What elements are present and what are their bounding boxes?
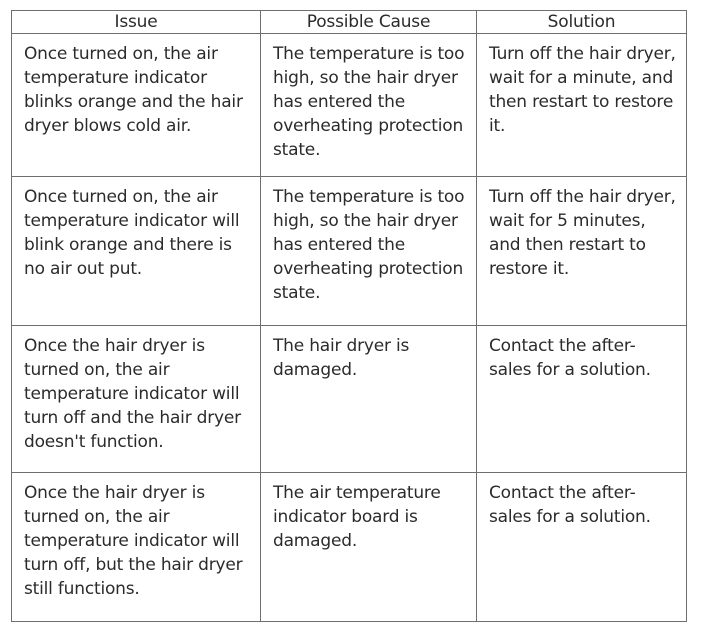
issue-text: Once turned on, the air temperature indicator blinks orange and the hair dryer blows cold air. xyxy=(24,44,243,136)
header-solution: Solution xyxy=(477,11,687,34)
table-row xyxy=(12,326,687,473)
solution-text: Contact the after-sales for a solution. xyxy=(489,336,651,380)
table-row xyxy=(12,473,687,622)
solution-cell xyxy=(477,473,687,622)
issue-cell xyxy=(12,473,261,622)
solution-text: Contact the after-sales for a solution. xyxy=(489,483,651,527)
cause-cell xyxy=(261,326,477,473)
solution-text: Turn off the hair dryer, wait for a minute, and then restart to restore it. xyxy=(489,44,676,136)
solution-cell xyxy=(477,34,687,177)
cause-cell xyxy=(261,34,477,177)
solution-text: Turn off the hair dryer, wait for 5 minutes, and then restart to restore it. xyxy=(489,187,676,279)
cause-text: The hair dryer is damaged. xyxy=(273,336,410,380)
troubleshooting-table xyxy=(11,10,687,622)
cause-text: The air temperature indicator board is damaged. xyxy=(273,483,441,551)
issue-text: Once turned on, the air temperature indicator will blink orange and there is no air out put. xyxy=(24,187,240,279)
cause-cell xyxy=(261,177,477,326)
issue-cell xyxy=(12,34,261,177)
cause-text: The temperature is too high, so the hair dryer has entered the overheating protection state. xyxy=(273,187,465,303)
issue-text: Once the hair dryer is turned on, the air temperature indicator will turn off, but the hair dryer still functions. xyxy=(24,483,243,599)
troubleshooting-table-container xyxy=(11,10,686,622)
header-possible-cause: Possible Cause xyxy=(261,11,477,34)
table-header-row xyxy=(12,11,687,34)
solution-cell xyxy=(477,177,687,326)
issue-text: Once the hair dryer is turned on, the air temperature indicator will turn off and the hair dryer doesn't function. xyxy=(24,336,241,452)
cause-cell xyxy=(261,473,477,622)
solution-cell xyxy=(477,326,687,473)
header-issue: Issue xyxy=(12,11,261,34)
issue-cell xyxy=(12,177,261,326)
table-row xyxy=(12,34,687,177)
cause-text: The temperature is too high, so the hair dryer has entered the overheating protection state. xyxy=(273,44,465,160)
table-row xyxy=(12,177,687,326)
issue-cell xyxy=(12,326,261,473)
